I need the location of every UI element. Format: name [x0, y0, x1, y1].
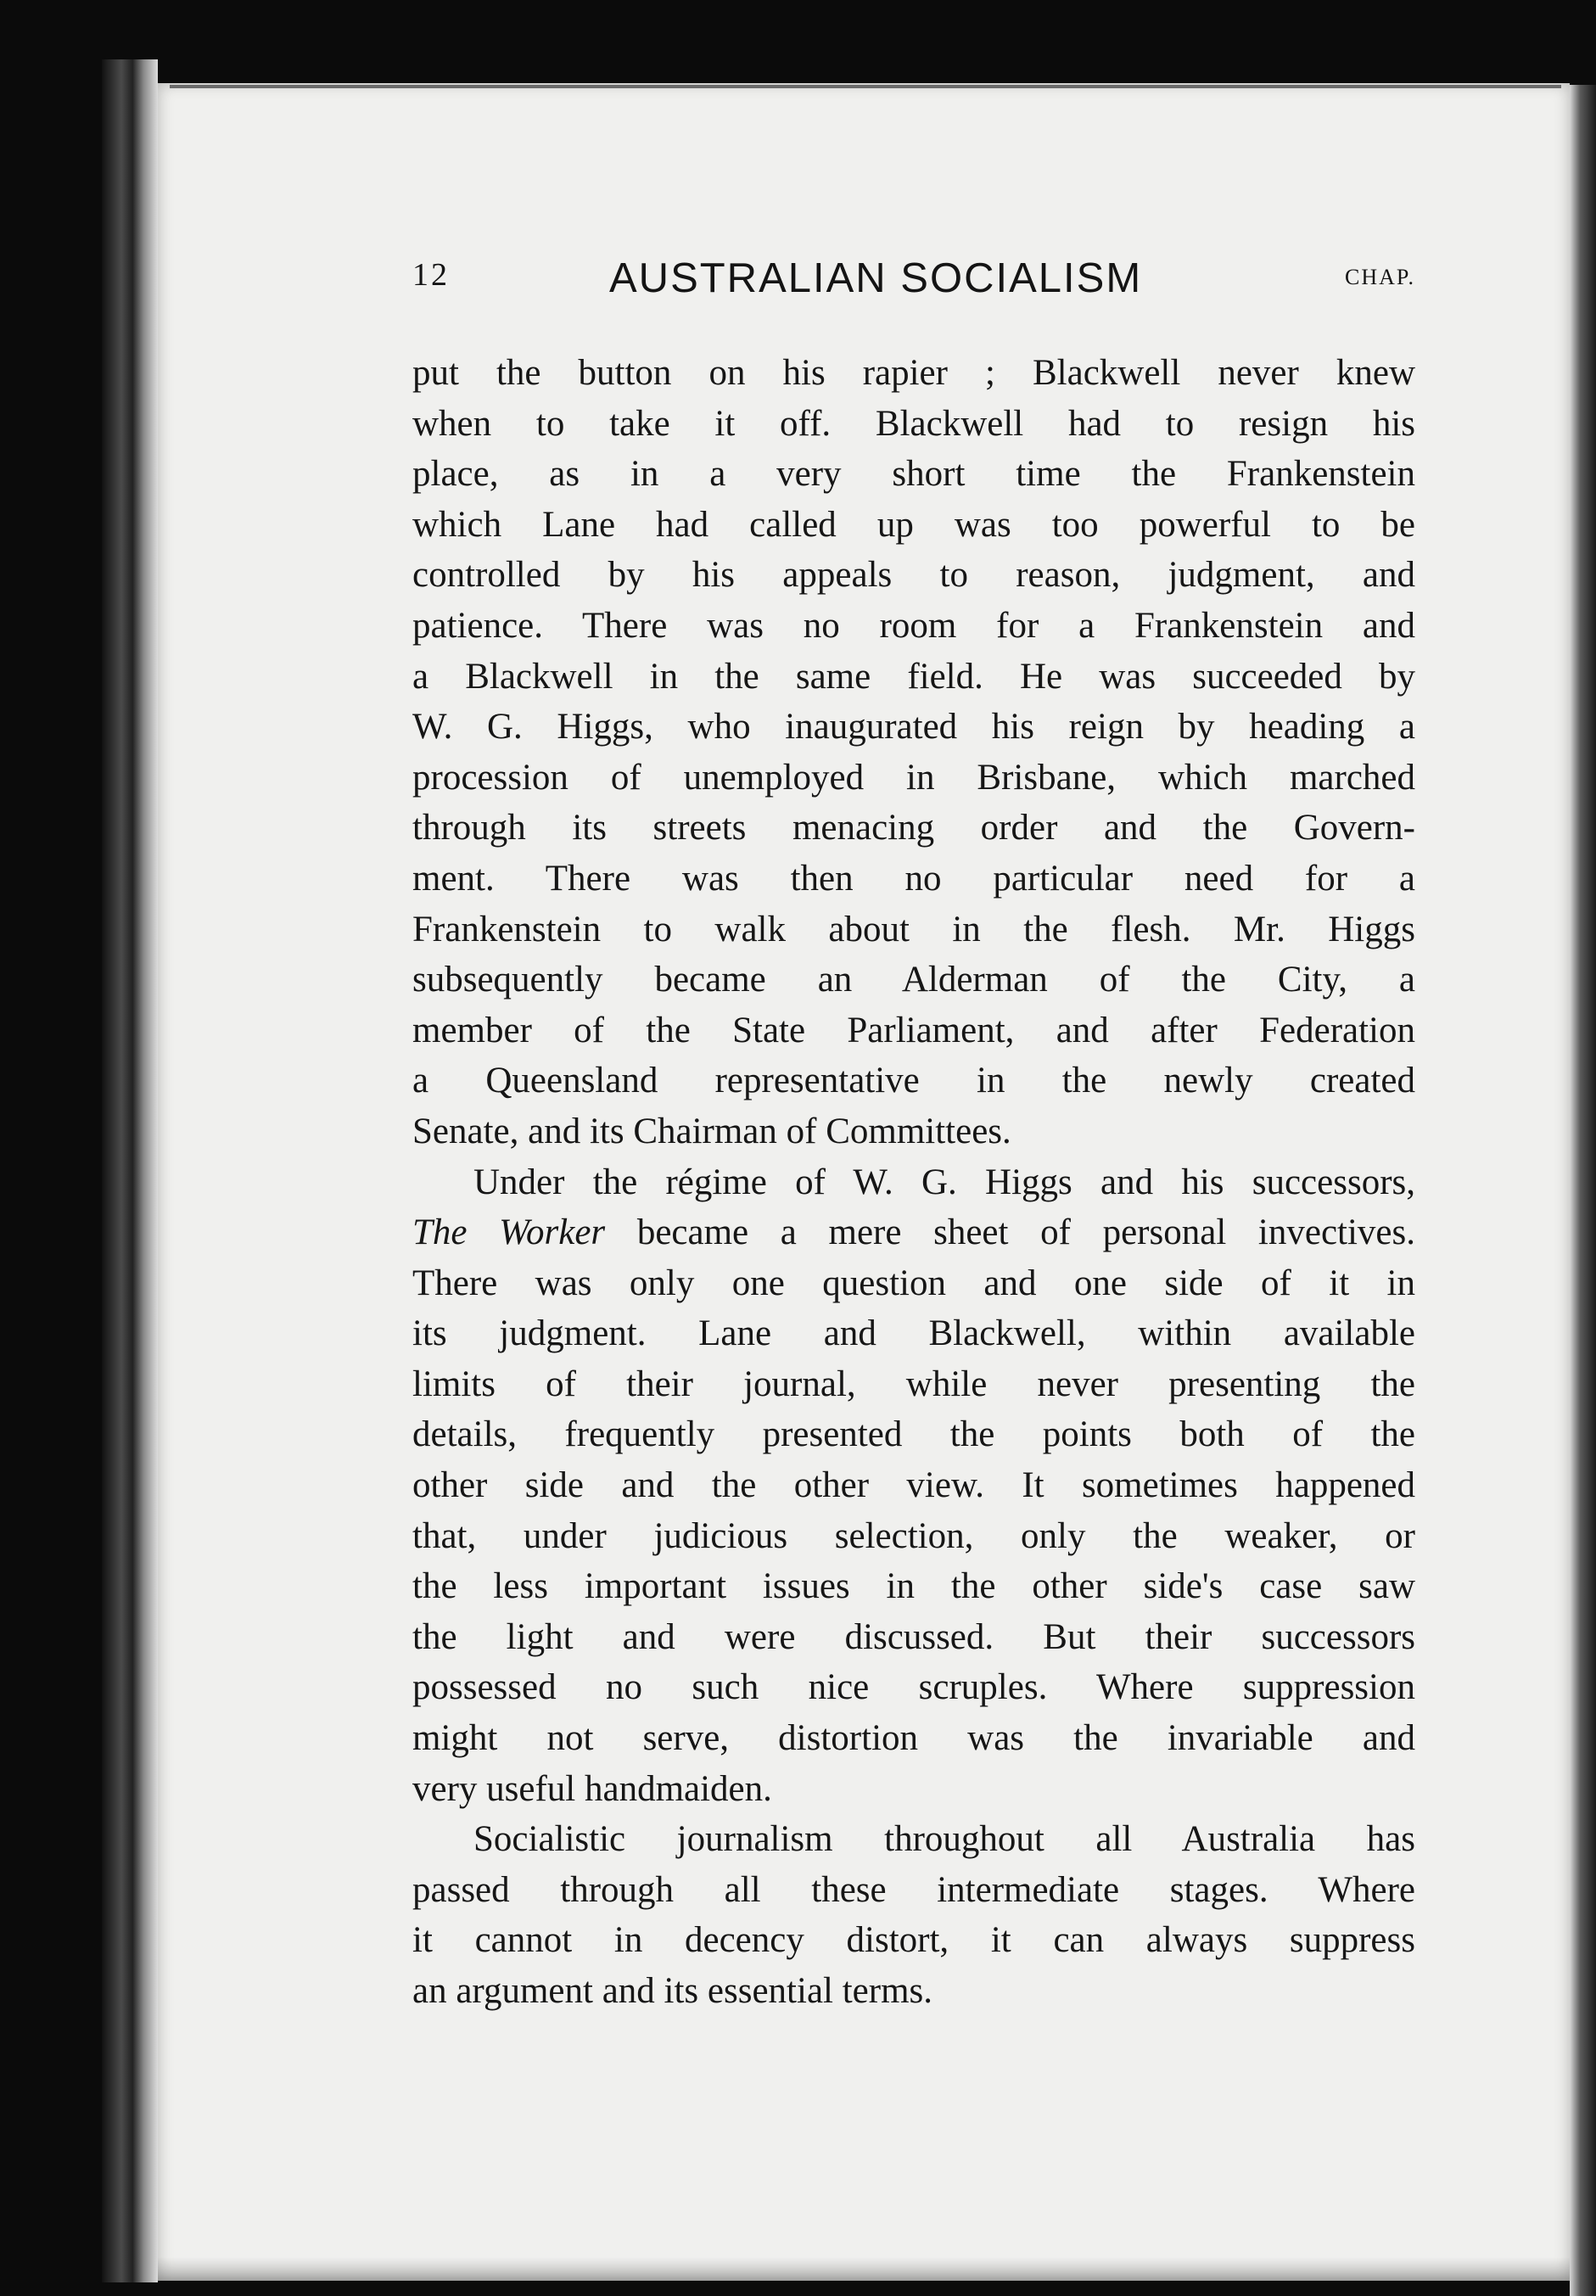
text-line: a Queensland representative in the newly created — [412, 1061, 1415, 1101]
text-line: possessed no such nice scruples. Where suppression — [412, 1667, 1415, 1708]
text-line: procession of unemployed in Brisbane, which marched — [412, 757, 1415, 798]
text-line: that, under judicious selection, only the weaker, or — [412, 1515, 1415, 1556]
running-header — [412, 255, 1415, 314]
text-line: patience. There was no room for a Frankenstein and — [412, 605, 1415, 646]
text-line: when to take it off. Blackwell had to resign his — [412, 403, 1415, 444]
text-line: put the button on his rapier ; Blackwell never knew — [412, 353, 1415, 393]
paragraph-end-line: Senate, and its Chairman of Committees. — [412, 1111, 1011, 1151]
text-line: limits of their journal, while never presenting the — [412, 1364, 1415, 1404]
text-line: through its streets menacing order and the Govern- — [412, 808, 1415, 848]
text-line: member of the State Parliament, and after Federation — [412, 1010, 1415, 1050]
text-line: the light and were discussed. But their successors — [412, 1616, 1415, 1657]
text-line: The Worker became a mere sheet of personal invectives. — [412, 1212, 1415, 1253]
text-line: might not serve, distortion was the invariable and — [412, 1718, 1415, 1759]
text-line: ment. There was then no particular need for a — [412, 858, 1415, 899]
text-line: a Blackwell in the same field. He was succeeded by — [412, 656, 1415, 697]
chapter-abbreviation: CHAP. — [1345, 265, 1415, 289]
page-top-edge — [170, 85, 1561, 88]
text-line: other side and the other view. It sometimes happened — [412, 1465, 1415, 1506]
running-title: AUSTRALIAN SOCIALISM — [609, 255, 1143, 301]
page-right-edge — [1570, 85, 1596, 2296]
text-line: Frankenstein to walk about in the flesh. Mr. Higgs — [412, 909, 1415, 949]
text-line: place, as in a very short time the Frankenstein — [412, 454, 1415, 495]
text-line: W. G. Higgs, who inaugurated his reign by heading a — [412, 707, 1415, 748]
text-line: it cannot in decency distort, it can always suppress — [412, 1920, 1415, 1961]
text-line: its judgment. Lane and Blackwell, within available — [412, 1313, 1415, 1354]
paragraph-end-line: an argument and its essential terms. — [412, 1971, 933, 2011]
text-line: which Lane had called up was too powerful to be — [412, 504, 1415, 545]
body-text — [412, 348, 1415, 2017]
page-bottom-edge — [158, 2257, 1570, 2282]
paragraph-start-line: Socialistic journalism throughout all Australia has — [473, 1819, 1415, 1860]
paragraph-end-line: very useful handmaiden. — [412, 1768, 772, 1809]
paragraph-start-line: Under the régime of W. G. Higgs and his successors, — [473, 1162, 1415, 1202]
text-line: controlled by his appeals to reason, judgment, and — [412, 555, 1415, 596]
text-line: subsequently became an Alderman of the City, a — [412, 960, 1415, 1000]
text-line: the less important issues in the other side's case saw — [412, 1566, 1415, 1607]
periodical-title: The Worker — [412, 1212, 606, 1253]
page-gutter-shadow — [102, 59, 158, 2282]
page-number: 12 — [412, 257, 450, 293]
text-line: There was only one question and one side of it in — [412, 1263, 1415, 1303]
text-line: passed through all these intermediate stages. Where — [412, 1869, 1415, 1910]
text-line: details, frequently presented the points both of the — [412, 1414, 1415, 1455]
